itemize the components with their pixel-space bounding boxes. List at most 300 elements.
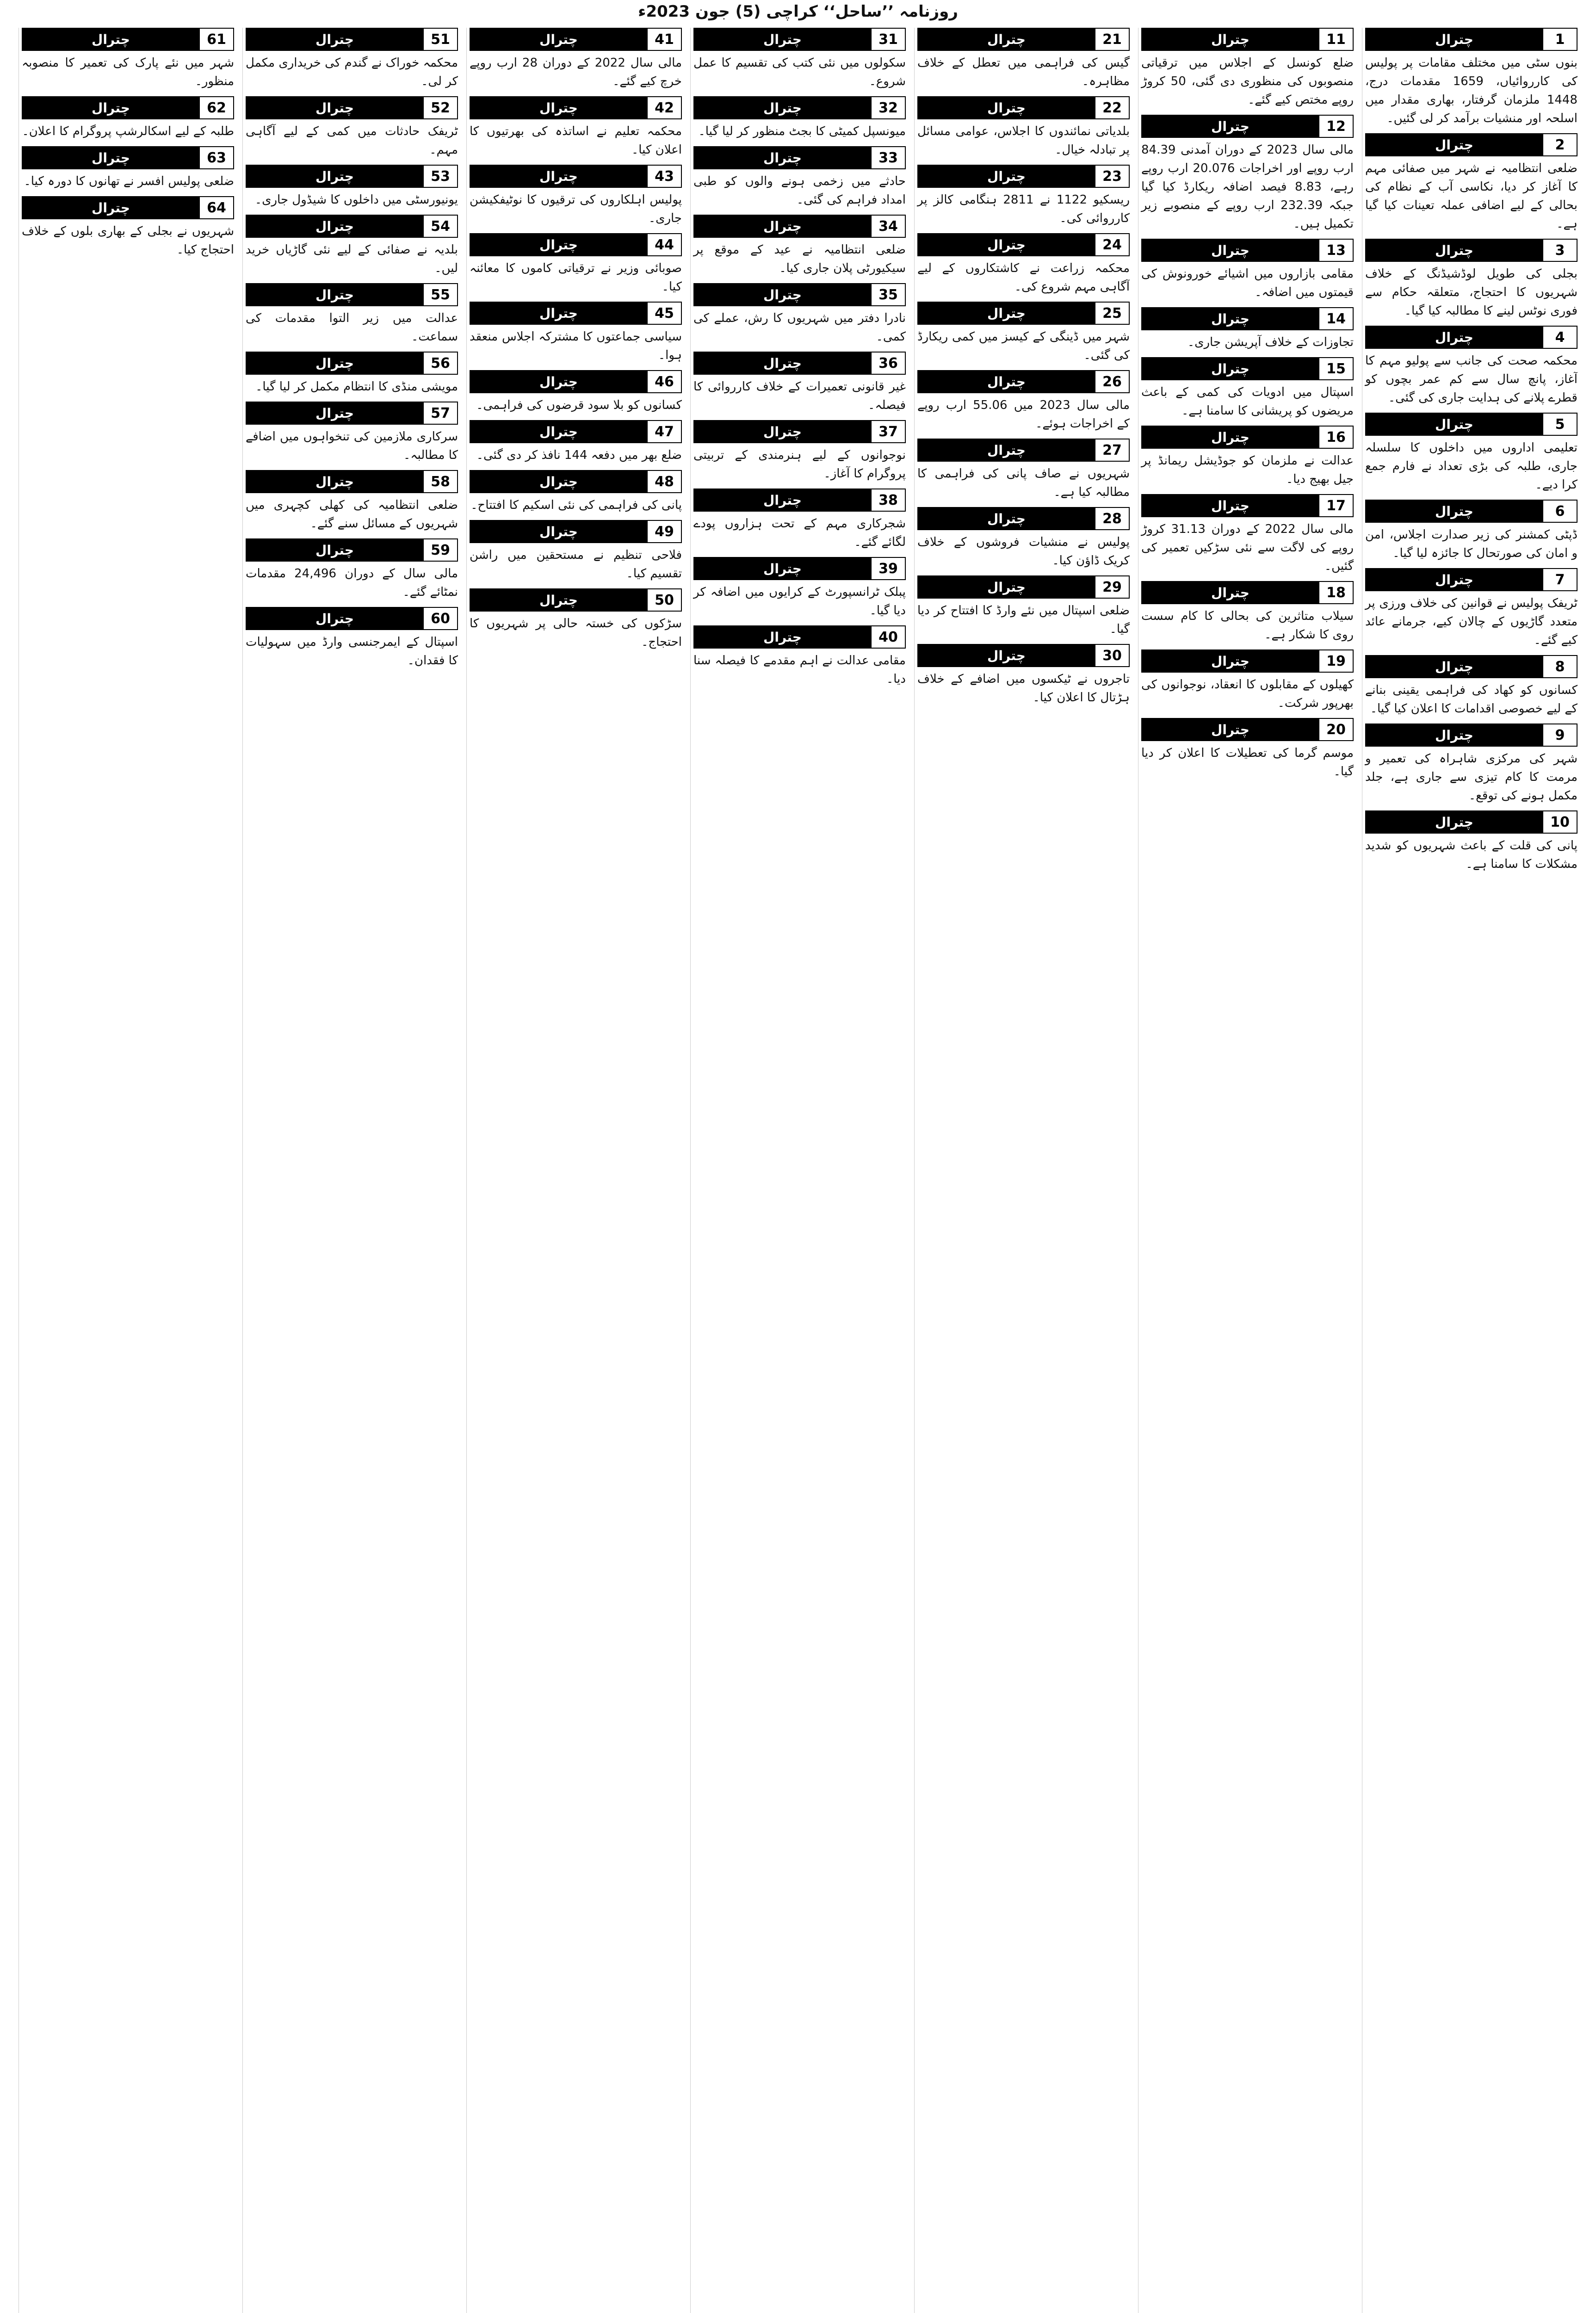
entry-number: 25 xyxy=(1095,303,1129,324)
entry-heading-bar xyxy=(693,420,906,443)
entry-number: 34 xyxy=(871,216,905,237)
entry-number: 64 xyxy=(199,197,233,218)
entry-location-tag: چترال xyxy=(470,421,647,442)
entry-number: 43 xyxy=(647,166,681,187)
entry-body-text: کھیلوں کے مقابلوں کا انعقاد، نوجوانوں کی بھرپور شرکت۔ xyxy=(1141,678,1354,710)
entry-location-tag: چترال xyxy=(247,29,423,50)
entry-body-text: مالی سال 2023 میں 55.06 ارب روپے کے اخراجات ہوئے۔ xyxy=(917,398,1130,431)
entry-location-tag: چترال xyxy=(1142,582,1318,603)
entry-location-tag: چترال xyxy=(470,303,647,324)
entry-heading-bar xyxy=(1141,426,1354,449)
entry-location-tag: چترال xyxy=(1366,134,1542,155)
entry-heading-bar xyxy=(1141,115,1354,138)
entry-body-text: اسپتال میں ادویات کی کمی کے باعث مریضوں کو پریشانی کا سامنا ہے۔ xyxy=(1141,385,1354,418)
entry-location-tag: چترال xyxy=(470,589,647,611)
entry-location-tag: چترال xyxy=(470,29,647,50)
entry-heading-bar xyxy=(1141,357,1354,380)
entry-number: 51 xyxy=(423,29,457,50)
news-entry xyxy=(246,96,458,159)
entry-number: 53 xyxy=(423,166,457,187)
entry-body-text: بلدیہ نے صفائی کے لیے نئی گاڑیاں خرید لیں۔ xyxy=(246,243,458,275)
entry-body-text: سڑکوں کی خستہ حالی پر شہریوں کا احتجاج۔ xyxy=(470,617,682,649)
entry-location-tag: چترال xyxy=(247,166,423,187)
entry-number: 23 xyxy=(1095,166,1129,187)
entry-body-text: مالی سال کے دوران 24,496 مقدمات نمٹائے گئے۔ xyxy=(246,567,458,599)
news-entry xyxy=(917,439,1130,501)
entry-number: 40 xyxy=(871,626,905,648)
entry-heading-bar xyxy=(22,196,234,219)
entry-heading-bar xyxy=(693,352,906,375)
entry-location-tag: چترال xyxy=(694,216,871,237)
news-entry xyxy=(1365,133,1577,233)
entry-number: 50 xyxy=(647,589,681,611)
entry-body-text: تعلیمی اداروں میں داخلوں کا سلسلہ جاری، طلبہ کی بڑی تعداد نے فارم جمع کرا دیے۔ xyxy=(1365,441,1577,492)
entry-number: 37 xyxy=(871,421,905,442)
entry-location-tag: چترال xyxy=(1366,240,1542,261)
entry-body-text: سرکاری ملازمین کی تنخواہوں میں اضافے کا مطالبہ۔ xyxy=(246,430,458,462)
entry-body-text: موسم گرما کی تعطیلات کا اعلان کر دیا گیا۔ xyxy=(1141,746,1354,779)
entry-body-text: شہر کی مرکزی شاہراہ کی تعمیر و مرمت کا کام تیزی سے جاری ہے، جلد مکمل ہونے کی توقع۔ xyxy=(1365,752,1577,803)
entry-location-tag: چترال xyxy=(918,29,1095,50)
entry-body-text: ٹریفک حادثات میں کمی کے لیے آگاہی مہم۔ xyxy=(246,124,458,157)
entry-heading-bar xyxy=(917,96,1130,119)
entry-heading-bar xyxy=(246,28,458,51)
entry-location-tag: چترال xyxy=(470,166,647,187)
entry-body-text: محکمہ صحت کی جانب سے پولیو مہم کا آغاز، پانچ سال سے کم عمر بچوں کو قطرے پلانے کی ہدایت جاری کی گئی۔ xyxy=(1365,354,1577,405)
entry-number: 10 xyxy=(1542,811,1577,833)
entry-heading-bar xyxy=(917,370,1130,393)
entry-location-tag: چترال xyxy=(918,166,1095,187)
entry-body-text: نادرا دفتر میں شہریوں کا رش، عملے کی کمی۔ xyxy=(693,311,906,344)
entry-location-tag: چترال xyxy=(1142,308,1318,329)
entry-location-tag: چترال xyxy=(247,608,423,629)
news-column xyxy=(1138,28,1354,2313)
entry-number: 58 xyxy=(423,471,457,492)
entry-body-text: بجلی کی طویل لوڈشیڈنگ کے خلاف شہریوں کا احتجاج، متعلقہ حکام سے فوری نوٹس لینے کا مطالبہ کیا گیا۔ xyxy=(1365,267,1577,318)
entry-body-text: ریسکیو 1122 نے 2811 ہنگامی کالز پر کارروائی کی۔ xyxy=(917,193,1130,225)
entry-body-text: پانی کی قلت کے باعث شہریوں کو شدید مشکلات کا سامنا ہے۔ xyxy=(1365,839,1577,871)
news-entry xyxy=(470,470,682,514)
entry-number: 2 xyxy=(1542,134,1577,155)
entry-body-text: عدالت نے ملزمان کو جوڈیشل ریمانڈ پر جیل بھیج دیا۔ xyxy=(1141,454,1354,486)
entry-number: 56 xyxy=(423,353,457,374)
news-entry xyxy=(693,625,906,688)
news-entry xyxy=(1365,413,1577,494)
entry-location-tag: چترال xyxy=(1142,240,1318,261)
entry-number: 29 xyxy=(1095,576,1129,598)
news-column xyxy=(690,28,906,2313)
entry-number: 49 xyxy=(647,521,681,542)
entry-location-tag: چترال xyxy=(1142,358,1318,379)
news-entry xyxy=(470,233,682,296)
entry-location-tag: چترال xyxy=(1366,414,1542,435)
entry-heading-bar xyxy=(1365,239,1577,262)
entry-heading-bar xyxy=(917,302,1130,325)
entry-body-text: شجرکاری مہم کے تحت ہزاروں پودے لگائے گئے۔ xyxy=(693,517,906,549)
entry-body-text: محکمہ زراعت نے کاشتکاروں کے لیے آگاہی مہم شروع کی۔ xyxy=(917,261,1130,294)
news-columns xyxy=(19,28,1577,2313)
news-entry xyxy=(917,644,1130,707)
entry-heading-bar xyxy=(470,588,682,612)
news-entry xyxy=(693,28,906,91)
entry-number: 3 xyxy=(1542,240,1577,261)
entry-location-tag: چترال xyxy=(1142,29,1318,50)
entry-body-text: پانی کی فراہمی کی نئی اسکیم کا افتتاح۔ xyxy=(470,498,682,512)
entry-number: 45 xyxy=(647,303,681,324)
news-entry xyxy=(693,96,906,141)
entry-heading-bar xyxy=(693,28,906,51)
news-entry xyxy=(22,96,234,141)
entry-heading-bar xyxy=(917,165,1130,188)
entry-location-tag: چترال xyxy=(918,234,1095,255)
news-entry xyxy=(917,507,1130,570)
entry-body-text: بلدیاتی نمائندوں کا اجلاس، عوامی مسائل پر تبادلہ خیال۔ xyxy=(917,124,1130,157)
entry-heading-bar xyxy=(470,470,682,493)
entry-heading-bar xyxy=(1365,133,1577,156)
news-entry xyxy=(917,28,1130,91)
entry-location-tag: چترال xyxy=(1366,656,1542,677)
entry-body-text: شہر میں ڈینگی کے کیسز میں کمی ریکارڈ کی گئی۔ xyxy=(917,330,1130,362)
entry-number: 9 xyxy=(1542,724,1577,746)
news-entry xyxy=(246,607,458,670)
entry-body-text: سیاسی جماعتوں کا مشترکہ اجلاس منعقد ہوا۔ xyxy=(470,330,682,362)
entry-heading-bar xyxy=(246,538,458,562)
entry-location-tag: چترال xyxy=(694,558,871,579)
entry-location-tag: چترال xyxy=(247,353,423,374)
entry-number: 57 xyxy=(423,402,457,424)
news-column xyxy=(19,28,234,2313)
entry-location-tag: چترال xyxy=(1366,327,1542,348)
news-entry xyxy=(246,402,458,464)
entry-number: 52 xyxy=(423,97,457,118)
entry-number: 39 xyxy=(871,558,905,579)
news-entry xyxy=(693,283,906,346)
entry-number: 41 xyxy=(647,29,681,50)
entry-heading-bar xyxy=(470,370,682,393)
entry-location-tag: چترال xyxy=(694,626,871,648)
entry-heading-bar xyxy=(22,146,234,169)
entry-number: 32 xyxy=(871,97,905,118)
entry-heading-bar xyxy=(470,520,682,543)
entry-number: 28 xyxy=(1095,508,1129,529)
entry-number: 4 xyxy=(1542,327,1577,348)
news-entry xyxy=(1141,239,1354,302)
entry-location-tag: چترال xyxy=(694,353,871,374)
entry-heading-bar xyxy=(22,28,234,51)
news-entry xyxy=(470,370,682,414)
entry-location-tag: چترال xyxy=(1366,811,1542,833)
news-entry xyxy=(1365,810,1577,873)
entry-number: 38 xyxy=(871,489,905,511)
entry-body-text: یونیورسٹی میں داخلوں کا شیڈول جاری۔ xyxy=(254,193,458,207)
news-entry xyxy=(470,28,682,91)
entry-location-tag: چترال xyxy=(470,97,647,118)
entry-heading-bar xyxy=(1141,718,1354,741)
page-header: روزنامہ ’’ساحل‘‘ کراچی (5) جون 2023ء xyxy=(638,2,958,21)
news-entry xyxy=(917,96,1130,159)
entry-heading-bar xyxy=(917,439,1130,462)
entry-number: 12 xyxy=(1318,116,1353,137)
entry-heading-bar xyxy=(246,96,458,119)
entry-location-tag: چترال xyxy=(918,576,1095,598)
entry-number: 47 xyxy=(647,421,681,442)
entry-location-tag: چترال xyxy=(470,234,647,255)
entry-heading-bar xyxy=(693,557,906,580)
entry-body-text: سکولوں میں نئی کتب کی تقسیم کا عمل شروع۔ xyxy=(693,56,906,88)
entry-number: 48 xyxy=(647,471,681,492)
news-entry xyxy=(693,352,906,414)
entry-heading-bar xyxy=(1365,500,1577,523)
entry-number: 22 xyxy=(1095,97,1129,118)
entry-heading-bar xyxy=(1365,413,1577,436)
news-entry xyxy=(246,538,458,601)
news-entry xyxy=(1141,426,1354,489)
entry-number: 5 xyxy=(1542,414,1577,435)
entry-heading-bar xyxy=(693,96,906,119)
entry-body-text: شہریوں نے بجلی کے بھاری بلوں کے خلاف احتجاج کیا۔ xyxy=(22,224,234,257)
entry-heading-bar xyxy=(246,283,458,306)
entry-location-tag: چترال xyxy=(1366,569,1542,590)
entry-body-text: ضلعی انتظامیہ نے شہر میں صفائی مہم کا آغاز کر دیا، نکاسی آب کے نظام کی بحالی کے لیے اضافی عملہ تعینات کیا گیا ہے۔ xyxy=(1365,161,1577,231)
entry-location-tag: چترال xyxy=(470,371,647,392)
entry-body-text: محکمہ خوراک نے گندم کی خریداری مکمل کر لی۔ xyxy=(246,56,458,88)
news-entry xyxy=(470,165,682,228)
news-entry xyxy=(693,489,906,551)
entry-heading-bar xyxy=(1365,326,1577,349)
entry-location-tag: چترال xyxy=(247,97,423,118)
entry-heading-bar xyxy=(246,470,458,493)
entry-body-text: ضلع بھر میں دفعہ 144 نافذ کر دی گئی۔ xyxy=(476,448,682,462)
entry-location-tag: چترال xyxy=(1142,495,1318,516)
entry-number: 16 xyxy=(1318,427,1353,448)
entry-heading-bar xyxy=(470,233,682,256)
entry-body-text: طلبہ کے لیے اسکالرشپ پروگرام کا اعلان۔ xyxy=(22,124,234,138)
news-column xyxy=(466,28,682,2313)
news-entry xyxy=(693,557,906,620)
entry-location-tag: چترال xyxy=(247,216,423,237)
news-entry xyxy=(1365,655,1577,718)
entry-body-text: پولیس نے منشیات فروشوں کے خلاف کریک ڈاؤن کیا۔ xyxy=(917,535,1130,568)
entry-heading-bar xyxy=(22,96,234,119)
news-entry xyxy=(693,215,906,278)
entry-number: 1 xyxy=(1542,29,1577,50)
entry-body-text: محکمہ تعلیم نے اساتذہ کی بھرتیوں کا اعلان کیا۔ xyxy=(470,124,682,157)
entry-location-tag: چترال xyxy=(470,521,647,542)
entry-body-text: ضلعی انتظامیہ نے عید کے موقع پر سیکیورٹی پلان جاری کیا۔ xyxy=(693,243,906,275)
entry-body-text: مالی سال 2022 کے دوران 31.13 کروڑ روپے کی لاگت سے نئی سڑکیں تعمیر کی گئیں۔ xyxy=(1141,522,1354,573)
entry-body-text: فلاحی تنظیم نے مستحقین میں راشن تقسیم کیا۔ xyxy=(470,548,682,581)
entry-number: 60 xyxy=(423,608,457,629)
entry-heading-bar xyxy=(1141,581,1354,604)
entry-heading-bar xyxy=(1365,810,1577,834)
entry-body-text: حادثے میں زخمی ہونے والوں کو طبی امداد فراہم کی گئی۔ xyxy=(693,174,906,207)
entry-location-tag: چترال xyxy=(1142,116,1318,137)
entry-location-tag: چترال xyxy=(23,29,199,50)
entry-location-tag: چترال xyxy=(1142,427,1318,448)
entry-location-tag: چترال xyxy=(23,197,199,218)
entry-location-tag: چترال xyxy=(1142,719,1318,740)
entry-heading-bar xyxy=(470,96,682,119)
news-entry xyxy=(917,302,1130,365)
entry-heading-bar xyxy=(470,420,682,443)
entry-number: 55 xyxy=(423,284,457,305)
entry-heading-bar xyxy=(246,402,458,425)
entry-number: 17 xyxy=(1318,495,1353,516)
entry-location-tag: چترال xyxy=(1142,650,1318,672)
entry-location-tag: چترال xyxy=(23,97,199,118)
entry-location-tag: چترال xyxy=(23,147,199,168)
entry-heading-bar xyxy=(470,302,682,325)
news-entry xyxy=(1141,357,1354,420)
news-entry xyxy=(1365,28,1577,128)
entry-body-text: کسانوں کو بلا سود قرضوں کی فراہمی۔ xyxy=(476,398,682,412)
entry-number: 15 xyxy=(1318,358,1353,379)
news-entry xyxy=(693,146,906,209)
entry-body-text: مقامی بازاروں میں اشیائے خورونوش کی قیمتوں میں اضافہ۔ xyxy=(1141,267,1354,299)
news-entry xyxy=(693,420,906,483)
news-entry xyxy=(917,233,1130,296)
news-column xyxy=(914,28,1130,2313)
entry-location-tag: چترال xyxy=(694,147,871,168)
entry-number: 18 xyxy=(1318,582,1353,603)
news-entry xyxy=(470,302,682,365)
entry-number: 42 xyxy=(647,97,681,118)
news-entry xyxy=(1365,500,1577,563)
entry-number: 31 xyxy=(871,29,905,50)
entry-heading-bar xyxy=(693,146,906,169)
entry-number: 6 xyxy=(1542,501,1577,522)
news-entry xyxy=(470,420,682,464)
entry-location-tag: چترال xyxy=(247,471,423,492)
entry-heading-bar xyxy=(917,575,1130,599)
entry-heading-bar xyxy=(693,489,906,512)
news-column xyxy=(1362,28,1577,2313)
entry-location-tag: چترال xyxy=(918,508,1095,529)
entry-number: 54 xyxy=(423,216,457,237)
news-entry xyxy=(917,370,1130,433)
entry-number: 35 xyxy=(871,284,905,305)
entry-body-text: گیس کی فراہمی میں تعطل کے خلاف مظاہرہ۔ xyxy=(917,56,1130,88)
entry-body-text: شہر میں نئے پارک کی تعمیر کا منصوبہ منظور۔ xyxy=(22,56,234,88)
entry-number: 62 xyxy=(199,97,233,118)
entry-location-tag: چترال xyxy=(247,284,423,305)
news-entry xyxy=(246,352,458,396)
entry-body-text: ضلعی انتظامیہ کی کھلی کچہری میں شہریوں کے مسائل سنے گئے۔ xyxy=(246,498,458,531)
news-entry xyxy=(22,146,234,191)
entry-body-text: مالی سال 2022 کے دوران 28 ارب روپے خرچ کیے گئے۔ xyxy=(470,56,682,88)
entry-heading-bar xyxy=(693,215,906,238)
entry-location-tag: چترال xyxy=(247,402,423,424)
entry-heading-bar xyxy=(246,215,458,238)
news-entry xyxy=(1141,649,1354,712)
news-entry xyxy=(246,28,458,91)
news-entry xyxy=(246,470,458,533)
entry-number: 27 xyxy=(1095,439,1129,461)
entry-heading-bar xyxy=(470,28,682,51)
entry-number: 26 xyxy=(1095,371,1129,392)
news-entry xyxy=(246,165,458,209)
entry-location-tag: چترال xyxy=(694,489,871,511)
entry-body-text: تاجروں نے ٹیکسوں میں اضافے کے خلاف ہڑتال کا اعلان کیا۔ xyxy=(917,672,1130,705)
entry-heading-bar xyxy=(1141,494,1354,517)
entry-body-text: کسانوں کو کھاد کی فراہمی یقینی بنانے کے لیے خصوصی اقدامات کا اعلان کیا گیا۔ xyxy=(1365,683,1577,716)
entry-heading-bar xyxy=(693,625,906,649)
entry-location-tag: چترال xyxy=(694,284,871,305)
entry-location-tag: چترال xyxy=(1366,501,1542,522)
entry-number: 30 xyxy=(1095,645,1129,666)
news-entry xyxy=(246,215,458,278)
entry-number: 61 xyxy=(199,29,233,50)
entry-heading-bar xyxy=(1141,239,1354,262)
entry-number: 21 xyxy=(1095,29,1129,50)
entry-location-tag: چترال xyxy=(918,303,1095,324)
news-entry xyxy=(917,165,1130,228)
news-entry xyxy=(470,588,682,651)
entry-heading-bar xyxy=(246,607,458,630)
news-entry xyxy=(470,520,682,583)
entry-body-text: ضلعی اسپتال میں نئے وارڈ کا افتتاح کر دیا گیا۔ xyxy=(917,604,1130,636)
entry-number: 46 xyxy=(647,371,681,392)
entry-number: 8 xyxy=(1542,656,1577,677)
news-entry xyxy=(1141,28,1354,109)
entry-location-tag: چترال xyxy=(1366,724,1542,746)
entry-body-text: شہریوں نے صاف پانی کی فراہمی کا مطالبہ کیا ہے۔ xyxy=(917,467,1130,499)
entry-body-text: صوبائی وزیر نے ترقیاتی کاموں کا معائنہ کیا۔ xyxy=(470,261,682,294)
entry-location-tag: چترال xyxy=(918,371,1095,392)
entry-location-tag: چترال xyxy=(470,471,647,492)
entry-body-text: اسپتال کے ایمرجنسی وارڈ میں سہولیات کا فقدان۔ xyxy=(246,635,458,668)
entry-heading-bar xyxy=(470,165,682,188)
entry-number: 59 xyxy=(423,539,457,561)
entry-body-text: نوجوانوں کے لیے ہنرمندی کے تربیتی پروگرام کا آغاز۔ xyxy=(693,448,906,481)
news-entry xyxy=(246,283,458,346)
news-entry xyxy=(1141,494,1354,575)
news-entry xyxy=(22,196,234,259)
entry-number: 33 xyxy=(871,147,905,168)
entry-location-tag: چترال xyxy=(694,421,871,442)
entry-heading-bar xyxy=(917,507,1130,530)
entry-number: 7 xyxy=(1542,569,1577,590)
entry-heading-bar xyxy=(246,165,458,188)
entry-number: 36 xyxy=(871,353,905,374)
entry-body-text: عدالت میں زیر التوا مقدمات کی سماعت۔ xyxy=(246,311,458,344)
entry-number: 13 xyxy=(1318,240,1353,261)
entry-number: 14 xyxy=(1318,308,1353,329)
entry-number: 63 xyxy=(199,147,233,168)
entry-body-text: بنوں سٹی میں مختلف مقامات پر پولیس کی کارروائیاں، 1659 مقدمات درج، 1448 ملزمان گرفتار، بھاری مقدار میں اسلحہ اور منشیات برآمد کر لی گئیں۔ xyxy=(1365,56,1577,125)
entry-heading-bar xyxy=(1365,655,1577,678)
entry-location-tag: چترال xyxy=(918,645,1095,666)
entry-body-text: پولیس اہلکاروں کی ترقیوں کا نوٹیفکیشن جاری۔ xyxy=(470,193,682,225)
entry-body-text: مالی سال 2023 کے دوران آمدنی 84.39 ارب روپے اور اخراجات 20.076 ارب روپے رہے، 8.83 فیصد اضافہ ریکارڈ کیا گیا جبکہ 232.39 ارب روپے کے منصوبے زیر تکمیل ہیں۔ xyxy=(1141,143,1354,231)
entry-body-text: مقامی عدالت نے اہم مقدمے کا فیصلہ سنا دیا۔ xyxy=(693,654,906,686)
entry-heading-bar xyxy=(1365,28,1577,51)
entry-location-tag: چترال xyxy=(1366,29,1542,50)
entry-heading-bar xyxy=(246,352,458,375)
news-entry xyxy=(1141,115,1354,233)
entry-body-text: ضلع کونسل کے اجلاس میں ترقیاتی منصوبوں کی منظوری دی گئی، 50 کروڑ روپے مختص کیے گئے۔ xyxy=(1141,56,1354,107)
entry-location-tag: چترال xyxy=(247,539,423,561)
news-entry xyxy=(22,28,234,91)
entry-body-text: پبلک ٹرانسپورٹ کے کرایوں میں اضافہ کر دیا گیا۔ xyxy=(693,585,906,618)
news-entry xyxy=(1365,239,1577,320)
entry-heading-bar xyxy=(693,283,906,306)
entry-heading-bar xyxy=(1141,649,1354,673)
news-column xyxy=(242,28,458,2313)
news-entry xyxy=(1365,724,1577,805)
entry-location-tag: چترال xyxy=(694,29,871,50)
entry-body-text: سیلاب متاثرین کی بحالی کا کام سست روی کا شکار ہے۔ xyxy=(1141,609,1354,642)
